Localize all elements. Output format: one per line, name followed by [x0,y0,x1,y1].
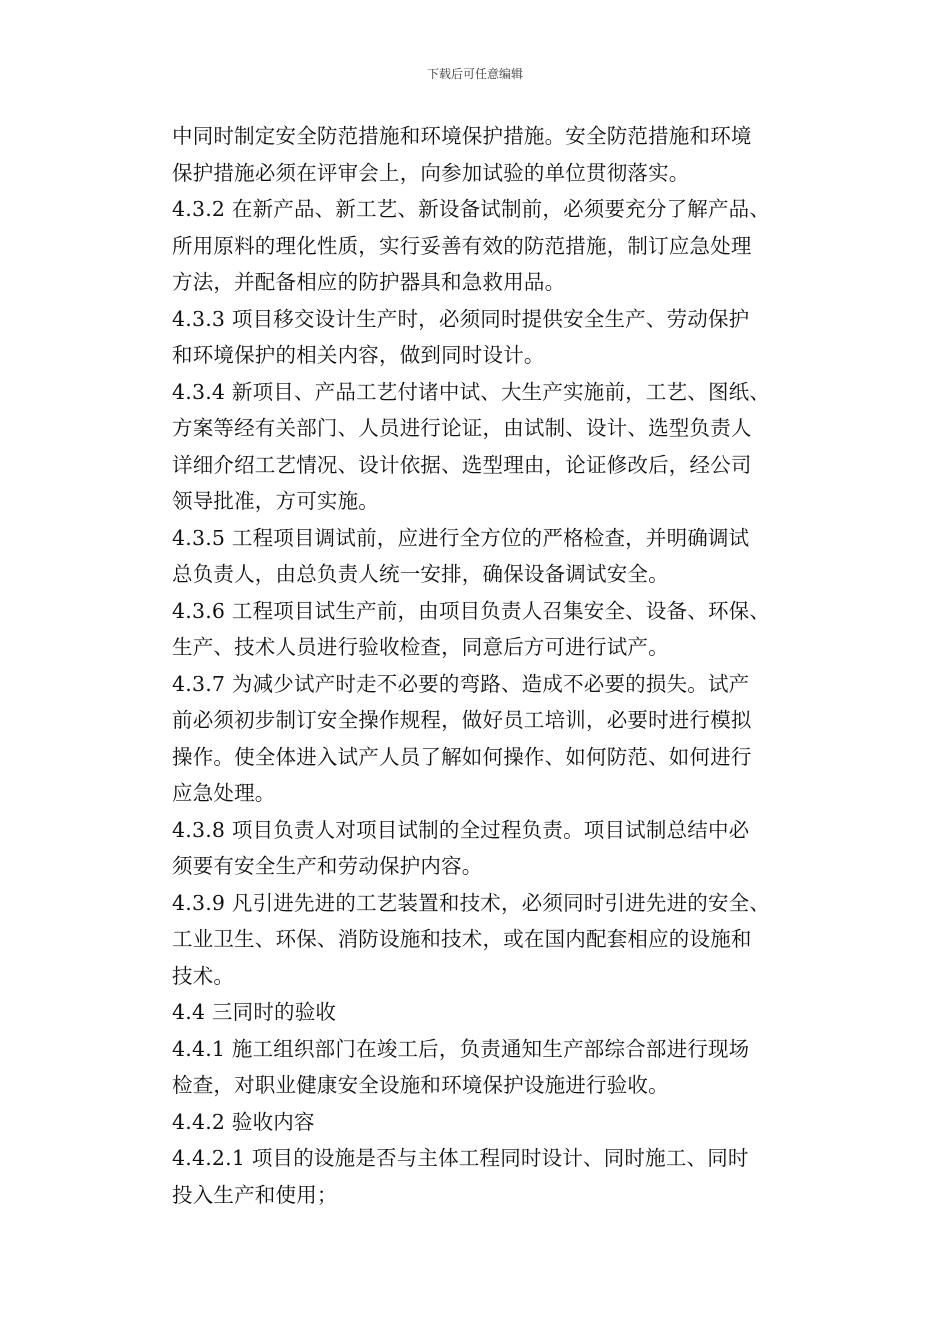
text-line: 技术。 [172,963,235,988]
text-line: 4.3.6 工程项目试生产前，由项目负责人召集安全、设备、环保、 [172,598,771,623]
document-body [172,118,832,1213]
text-line: 生产、技术人员进行验收检查，同意后方可进行试产。 [172,635,669,659]
text-line: 4.3.7 为减少试产时走不必要的弯路、造成不必要的损失。试产 [172,671,750,696]
text-line: 和环境保护的相关内容，做到同时设计。 [172,343,545,367]
text-line: 方案等经有关部门、人员进行论证，由试制、设计、选型负责人 [172,416,752,440]
text-line: 4.4.1 施工组织部门在竣工后，负责通知生产部综合部进行现场 [172,1036,750,1061]
text-line: 中同时制定安全防范措施和环境保护措施。安全防范措施和环境 [172,124,752,148]
text-line: 检查，对职业健康安全设施和环境保护设施进行验收。 [172,1073,669,1097]
text-line: 工业卫生、环保、消防设施和技术，或在国内配套相应的设施和 [172,927,752,951]
text-line: 4.3.9 凡引进先进的工艺装置和技术，必须同时引进先进的安全、 [172,890,771,915]
text-line: 4.4.2.1 项目的设施是否与主体工程同时设计、同时施工、同时 [172,1146,749,1170]
text-line: 详细介绍工艺情况、设计依据、选型理由，论证修改后，经公司 [172,452,752,477]
text-line: 总负责人，由总负责人统一安排，确保设备调试安全。 [172,562,669,586]
text-line: 领导批准，方可实施。 [172,489,379,513]
text-line: 4.3.8 项目负责人对项目试制的全过程负责。项目试制总结中必 [172,817,750,842]
text-line: 4.3.3 项目移交设计生产时，必须同时提供安全生产、劳动保护 [172,306,750,331]
text-line: 4.3.2 在新产品、新工艺、新设备试制前，必须要充分了解产品、 [172,197,771,221]
text-line: 所用原料的理化性质，实行妥善有效的防范措施，制订应急处理 [172,233,752,258]
text-line: 前必须初步制订安全操作规程，做好员工培训，必要时进行模拟 [172,708,752,732]
section-heading: 4.4 三同时的验收 [172,1000,337,1024]
text-line: 4.3.5 工程项目调试前，应进行全方位的严格检查，并明确调试 [172,525,750,550]
text-line: 应急处理。 [172,781,276,805]
page-header: 下载后可任意编辑 [426,67,523,81]
text-line: 方法，并配备相应的防护器具和急救用品。 [172,270,566,294]
subsection-heading: 4.4.2 验收内容 [172,1109,315,1134]
text-line: 投入生产和使用； [172,1182,338,1207]
text-line: 4.3.4 新项目、产品工艺付诸中试、大生产实施前，工艺、图纸、 [172,379,771,404]
text-line: 须要有安全生产和劳动保护内容。 [172,854,483,878]
text-line: 保护措施必须在评审会上，向参加试验的单位贯彻落实。 [172,160,690,185]
text-line: 操作。使全体进入试产人员了解如何操作、如何防范、如何进行 [172,744,752,769]
